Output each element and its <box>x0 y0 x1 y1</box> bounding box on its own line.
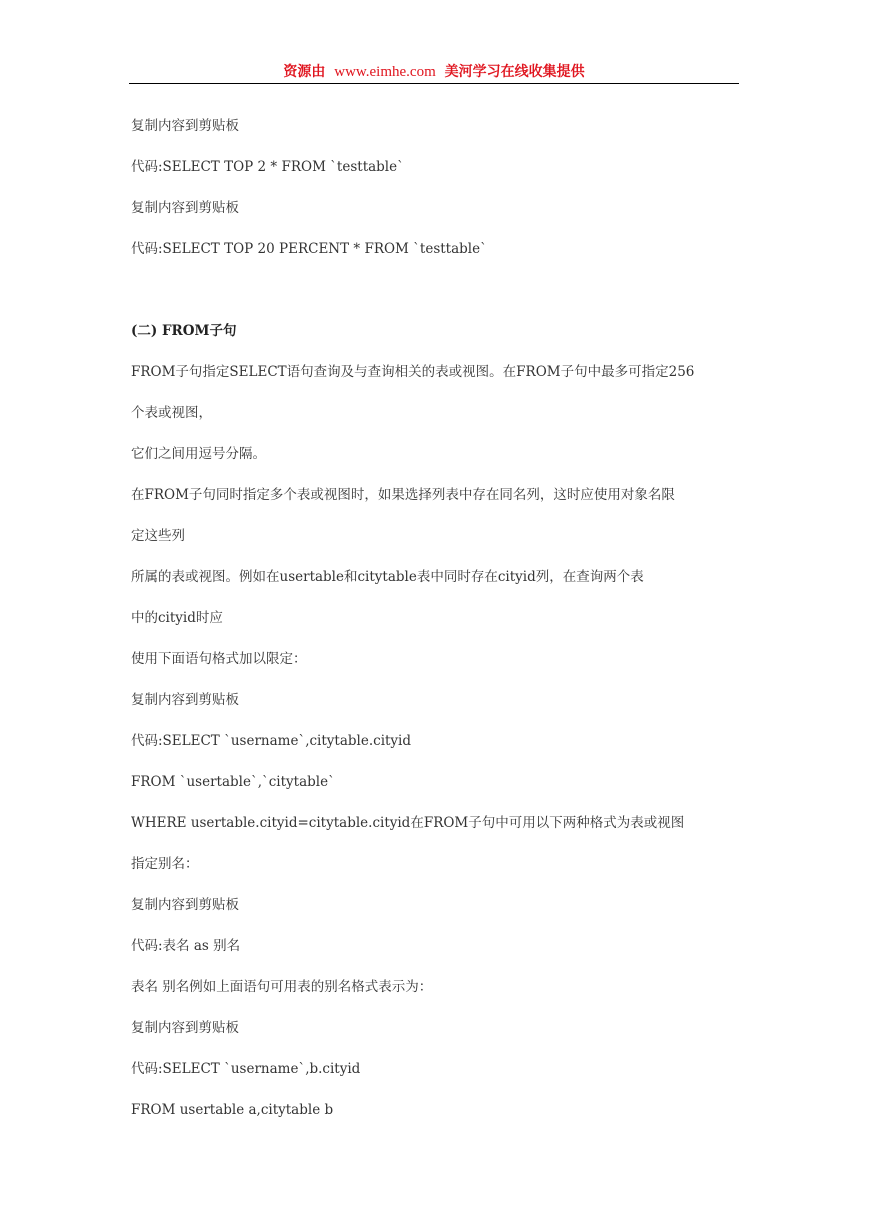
body-text: 使用下面语句格式加以限定： <box>131 651 307 667</box>
body-text: 个表或视图， <box>131 405 212 421</box>
copy-to-clipboard-label[interactable]: 复制内容到剪贴板 <box>131 118 239 134</box>
copy-to-clipboard-label[interactable]: 复制内容到剪贴板 <box>131 692 239 708</box>
body-text: FROM子句指定SELECT语句查询及与查询相关的表或视图。在FROM子句中最多可指定256 <box>131 364 695 380</box>
section-heading: (二) FROM子句 <box>131 323 237 339</box>
code-line: 代码:SELECT `username`,b.cityid <box>131 1061 361 1077</box>
body-text: 定这些列 <box>131 528 185 544</box>
code-line: 代码:表名 as 别名 <box>131 938 241 954</box>
header-url-link[interactable]: www.eimhe.com <box>334 64 436 80</box>
body-text: 在FROM子句同时指定多个表或视图时，如果选择列表中存在同名列，这时应使用对象名限 <box>131 487 675 503</box>
code-line: WHERE usertable.cityid=citytable.cityid在FROM子句中可用以下两种格式为表或视图 <box>131 815 685 831</box>
body-text: 表名 别名例如上面语句可用表的别名格式表示为： <box>131 979 433 995</box>
code-line: FROM usertable a,citytable b <box>131 1102 334 1118</box>
copy-to-clipboard-label[interactable]: 复制内容到剪贴板 <box>131 200 239 216</box>
body-text: 它们之间用逗号分隔。 <box>131 446 266 462</box>
header-suffix: 美河学习在线收集提供 <box>444 64 585 80</box>
code-line: 代码:SELECT `username`,citytable.cityid <box>131 733 412 749</box>
page-header <box>129 62 739 82</box>
copy-to-clipboard-label[interactable]: 复制内容到剪贴板 <box>131 897 239 913</box>
body-text: 所属的表或视图。例如在usertable和citytable表中同时存在cityid列，在查询两个表 <box>131 569 644 585</box>
code-line: 代码:SELECT TOP 2 * FROM `testtable` <box>131 159 404 175</box>
header-prefix: 资源由 <box>283 64 326 80</box>
code-line: FROM `usertable`,`citytable` <box>131 774 335 790</box>
header-rule <box>129 83 739 84</box>
body-text: 中的cityid时应 <box>131 610 223 626</box>
code-line: 代码:SELECT TOP 20 PERCENT * FROM `testtable` <box>131 241 487 257</box>
body-text: 指定别名： <box>131 856 199 872</box>
copy-to-clipboard-label[interactable]: 复制内容到剪贴板 <box>131 1020 239 1036</box>
